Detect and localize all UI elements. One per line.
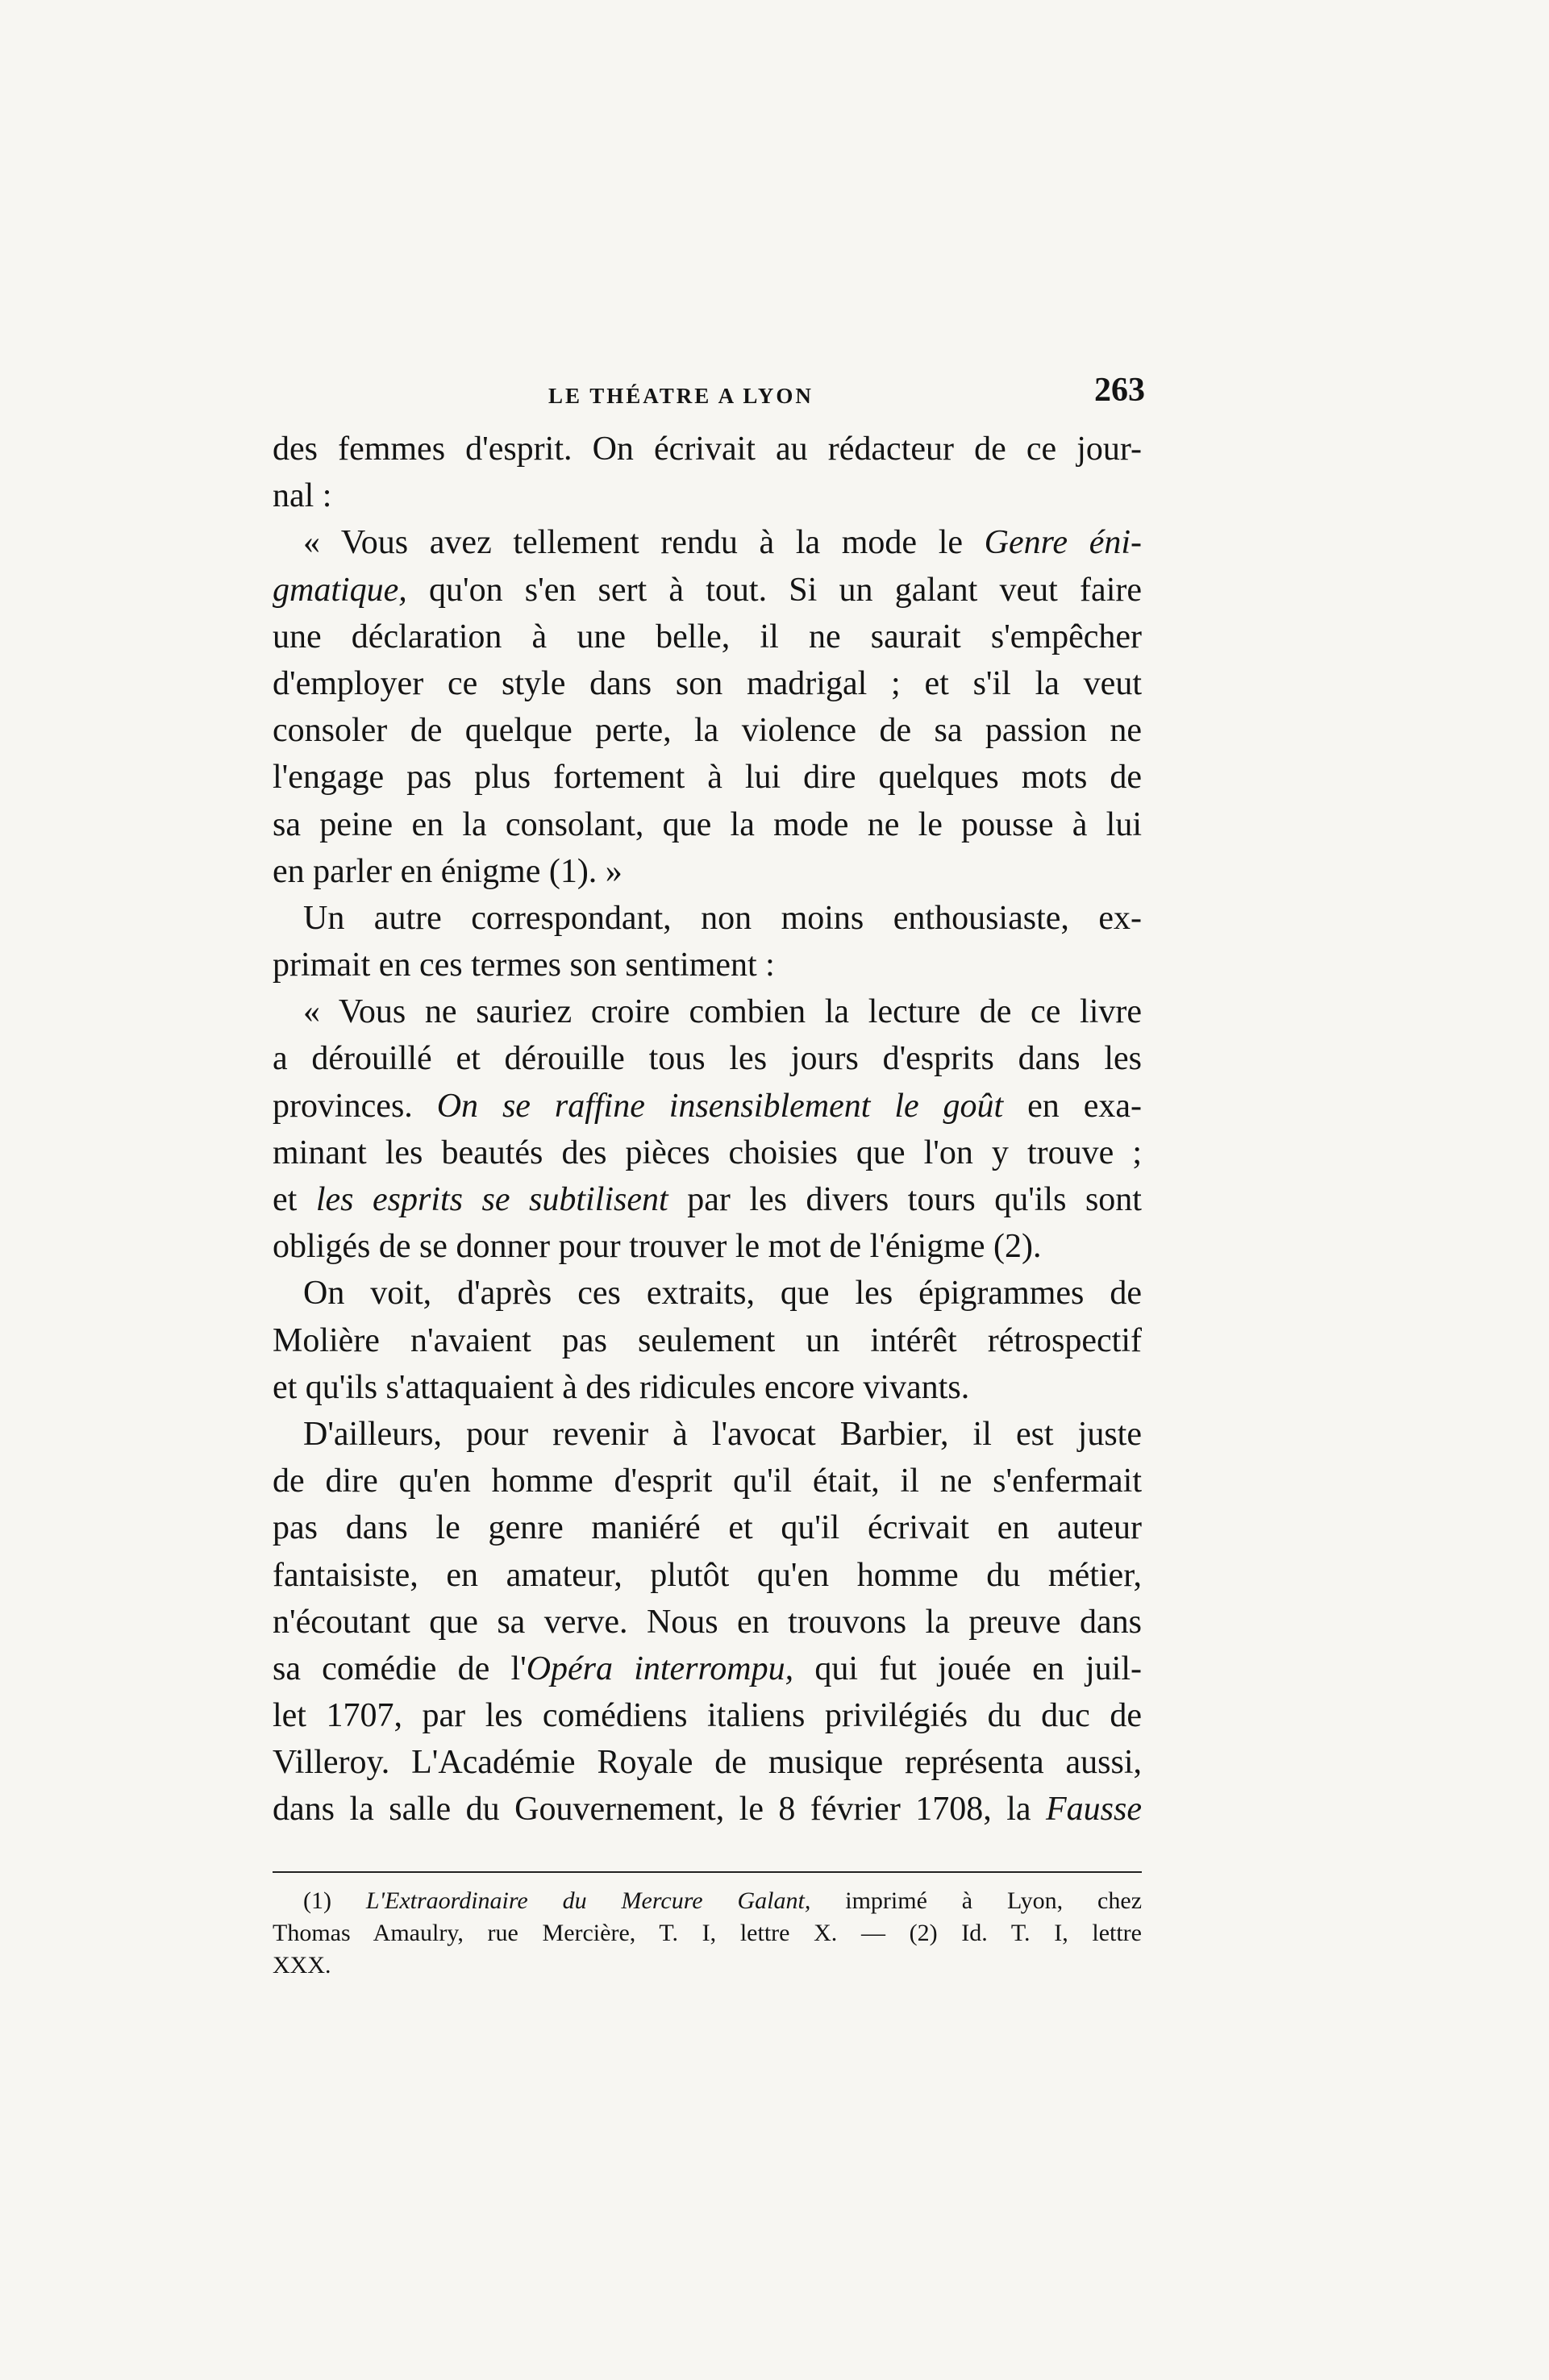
text-span: en exa- — [1003, 1087, 1142, 1125]
text-span: « Vous avez tellement rendu à la mode le — [303, 524, 985, 562]
text-line: sa peine en la consolant, que la mode ne le pousse à lui — [273, 805, 1142, 843]
text-span: qu'on s'en sert à tout. Si un galant veut faire — [406, 571, 1142, 609]
text-span: qui fut jouée en juil- — [793, 1650, 1142, 1687]
italic-title: Genre éni- — [984, 524, 1142, 562]
body-text — [273, 426, 1142, 1833]
text-span: sa comédie de l' — [273, 1650, 527, 1687]
text-span: et — [273, 1181, 316, 1218]
text-line — [273, 519, 1142, 566]
footnotes — [273, 1885, 1142, 1982]
italic-quote: On se raffine insensiblement le goût — [436, 1087, 1004, 1125]
text-line — [273, 1083, 1142, 1130]
text-line: consoler de quelque perte, la violence de sa passion ne — [273, 712, 1142, 750]
text-line: Villeroy. L'Académie Royale de musique représenta aussi, — [273, 1744, 1142, 1782]
footnote-line — [273, 1885, 1142, 1917]
text-line: a dérouillé et dérouille tous les jours d'esprits dans les — [273, 1040, 1142, 1078]
text-line: l'engage pas plus fortement à lui dire quelques mots de — [273, 759, 1142, 797]
text-line: D'ailleurs, pour revenir à l'avocat Barbier, il est juste — [303, 1415, 1142, 1453]
text-span: provinces. — [273, 1087, 437, 1125]
text-line: Molière n'avaient pas seulement un intérêt rétrospectif — [273, 1321, 1142, 1359]
running-head — [274, 364, 1145, 429]
text-line — [273, 1786, 1142, 1833]
text-span: par les divers tours qu'ils sont — [668, 1181, 1142, 1218]
running-title: LE THÉATRE A LYON — [548, 384, 814, 408]
italic-title: Fausse — [1046, 1791, 1142, 1829]
text-line: de dire qu'en homme d'esprit qu'il était, il ne s'enfermait — [273, 1463, 1142, 1500]
footnote-line: Thomas Amaulry, rue Mercière, T. I, lettre X. — (2) Id. T. I, lettre — [273, 1920, 1142, 1946]
text-line: des femmes d'esprit. On écrivait au rédacteur de ce jour- — [273, 431, 1142, 468]
italic-title: L'Extraordinaire du Mercure Galant, — [365, 1887, 811, 1914]
text-line: On voit, d'après ces extraits, que les épigrammes de — [303, 1275, 1142, 1313]
text-line — [273, 1176, 1142, 1223]
text-line: en parler en énigme (1). » — [273, 852, 623, 890]
text-line: pas dans le genre maniéré et qu'il écrivait en auteur — [273, 1509, 1142, 1547]
text-line — [273, 1646, 1142, 1692]
footnote-divider — [273, 1871, 1142, 1873]
text-line: Un autre correspondant, non moins enthousiaste, ex- — [303, 899, 1142, 937]
page-number: 263 — [1094, 372, 1145, 409]
text-line: d'employer ce style dans son madrigal ; et s'il la veut — [273, 664, 1142, 702]
text-line: une déclaration à une belle, il ne saurait s'empêcher — [273, 618, 1142, 655]
footnote-marker: (1) — [303, 1887, 366, 1914]
text-span: imprimé à Lyon, chez — [810, 1887, 1143, 1914]
text-line: minant les beautés des pièces choisies que l'on y trouve ; — [273, 1134, 1142, 1171]
italic-title: gmatique, — [273, 571, 407, 609]
footnote-line: XXX. — [273, 1952, 331, 1978]
text-line: et qu'ils s'attaquaient à des ridicules encore vivants. — [273, 1368, 970, 1406]
italic-title: Opéra interrompu, — [526, 1650, 794, 1687]
text-line: « Vous ne sauriez croire combien la lecture de ce livre — [303, 993, 1142, 1031]
text-line: primait en ces termes son sentiment : — [273, 947, 775, 984]
text-line: nal : — [273, 477, 332, 515]
italic-quote: les esprits se subtilisent — [315, 1181, 668, 1218]
text-line: obligés de se donner pour trouver le mot de l'énigme (2). — [273, 1228, 1042, 1266]
text-line: fantaisiste, en amateur, plutôt qu'en homme du métier, — [273, 1556, 1142, 1594]
text-line — [273, 567, 1142, 614]
text-line: n'écoutant que sa verve. Nous en trouvons la preuve dans — [273, 1603, 1142, 1641]
text-span: dans la salle du Gouvernement, le 8 février 1708, la — [273, 1791, 1046, 1829]
text-line: let 1707, par les comédiens italiens privilégiés du duc de — [273, 1697, 1142, 1735]
